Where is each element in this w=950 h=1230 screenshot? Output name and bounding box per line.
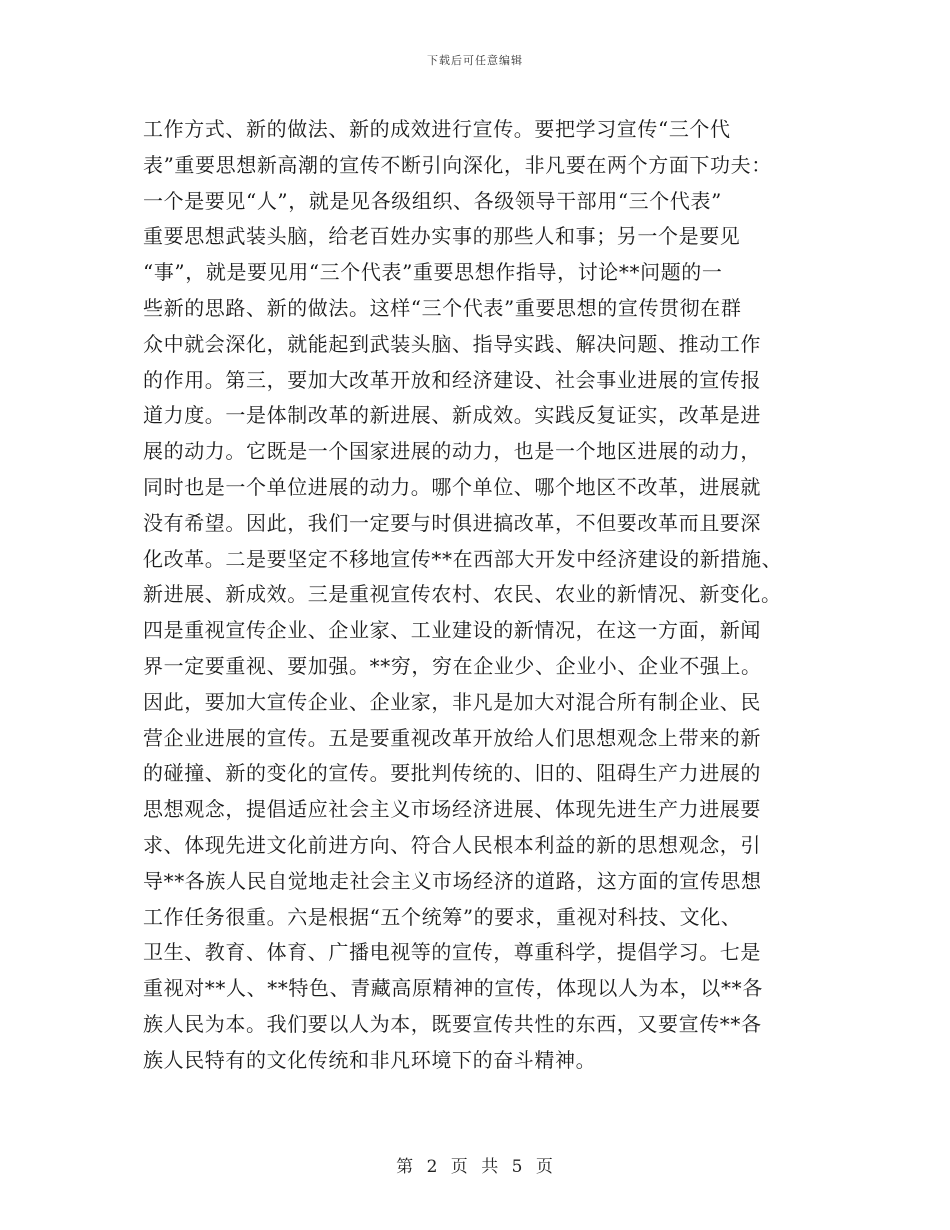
text-line: 导**各族人民自觉地走社会主义市场经济的道路，这方面的宣传思想 (143, 868, 762, 893)
text-line: 因此，要加大宣传企业、企业家，非凡是加大对混合所有制企业、民 (143, 689, 761, 714)
text-line: 没有希望。因此，我们一定要与时俱进搞改革，不但要改革而且要深 (143, 510, 761, 535)
body-text (143, 112, 823, 1079)
text-line: 表”重要思想新高潮的宣传不断引向深化，非凡要在两个方面下功夫： (143, 152, 772, 177)
text-line: 营企业进展的宣传。五是要重视改革开放给人们思想观念上带来的新 (143, 725, 761, 750)
text-line: 工作任务很重。六是根据“五个统筹”的要求，重视对科技、文化、 (143, 904, 742, 929)
text-line: 族人民特有的文化传统和非凡环境下的奋斗精神。 (143, 1047, 597, 1072)
text-line: 卫生、教育、体育、广播电视等的宣传，尊重科学，提倡学习。七是 (143, 940, 761, 965)
text-line: 一个是要见“人”，就是见各级组织、各级领导干部用“三个代表” (143, 188, 722, 213)
text-line: 界一定要重视、要加强。**穷，穷在企业少、企业小、企业不强上。 (143, 653, 762, 678)
text-line: 众中就会深化，就能起到武装头脑、指导实践、解决问题、推动工作 (143, 331, 761, 356)
text-line: 同时也是一个单位进展的动力。哪个单位、哪个地区不改革，进展就 (143, 474, 761, 499)
text-line: 的碰撞、新的变化的宣传。要批判传统的、旧的、阻碍生产力进展的 (143, 761, 761, 786)
text-line: 四是重视宣传企业、企业家、工业建设的新情况，在这一方面，新闻 (143, 618, 761, 643)
text-line: 的作用。第三，要加大改革开放和经济建设、社会事业进展的宣传报 (143, 367, 761, 392)
text-line: 重要思想武装头脑，给老百姓办实事的那些人和事；另一个是要见 (143, 224, 741, 249)
text-line: 化改革。二是要坚定不移地宣传**在西部大开发中经济建设的新措施、 (143, 546, 783, 571)
text-line: 思想观念，提倡适应社会主义市场经济进展、体现先进生产力进展要 (143, 797, 761, 822)
text-line: 重视对**人、**特色、青藏高原精神的宣传，体现以人为本，以**各 (143, 976, 763, 1001)
text-line: 新进展、新成效。三是重视宣传农村、农民、农业的新情况、新变化。 (143, 582, 782, 607)
text-line: 求、体现先进文化前进方向、符合人民根本利益的新的思想观念，引 (143, 832, 761, 857)
page-header-note: 下载后可任意编辑 (427, 54, 523, 67)
text-line: 工作方式、新的做法、新的成效进行宣传。要把学习宣传“三个代 (143, 117, 731, 141)
text-line: 些新的思路、新的做法。这样“三个代表”重要思想的宣传贯彻在群 (143, 295, 742, 320)
text-line: “事”，就是要见用“三个代表”重要思想作指导，讨论**问题的一 (143, 260, 723, 285)
text-line: 族人民为本。我们要以人为本，既要宣传共性的东西，又要宣传**各 (143, 1011, 762, 1036)
text-line: 展的动力。它既是一个国家进展的动力，也是一个地区进展的动力， (143, 439, 761, 464)
page-number: 第 2 页 共 5 页 (396, 1157, 554, 1177)
text-line: 道力度。一是体制改革的新进展、新成效。实践反复证实，改革是进 (143, 403, 761, 428)
